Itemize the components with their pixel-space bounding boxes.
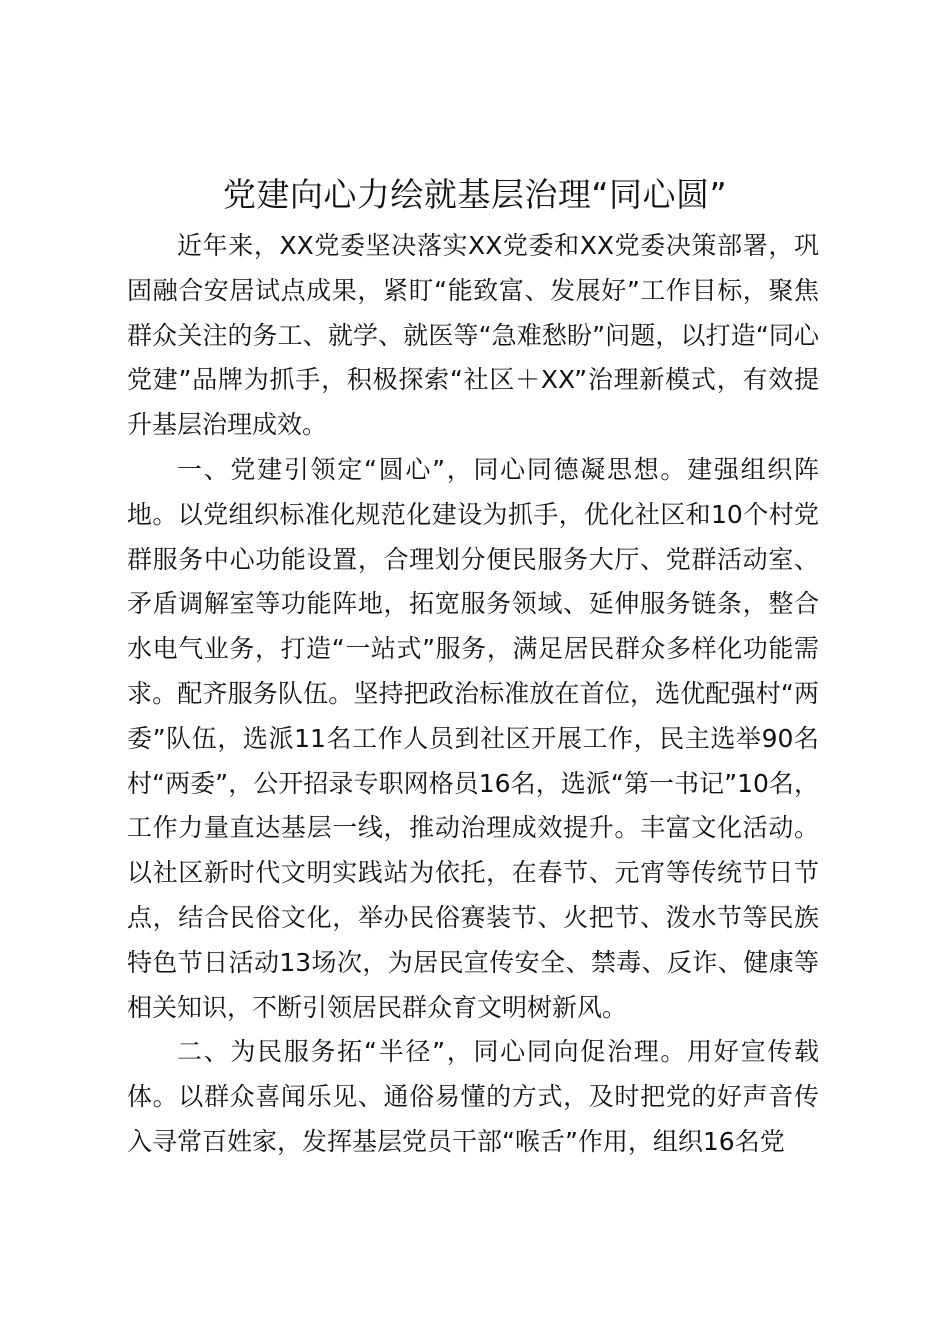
paragraph-section-one: 一、党建引领定“圆心”，同心同德凝思想。建强组织阵地。以党组织标准化规范化建设为抓手，优化社区和10个村党群服务中心功能设置，合理划分便民服务大厅、党群活动室、矛盾调解室等功能阵地，拓宽服务领域、延伸服务链条，整合水电气业务，打造“一站式”服务，满足居民群众多样化功能需求。配齐服务队伍。坚持把政治标准放在首位，选优配强村“两委”队伍，选派11名工作人员到社区开展工作，民主选举90名村“两委”，公开招录专职网格员16名，选派“第一书记”10名，工作力量直达基层一线，推动治理成效提升。丰富文化活动。以社区新时代文明实践站为依托，在春节、元宵等传统节日节点，结合民俗文化，举办民俗赛装节、火把节、泼水节等民族特色节日活动13场次，为居民宣传安全、禁毒、反诈、健康等相关知识，不断引领居民群众育文明树新风。 [127,454,819,1022]
paragraph-intro: 近年来，XX党委坚决落实XX党委和XX党委决策部署，巩固融合安居试点成果，紧盯“能致富、发展好”工作目标，聚焦群众关注的务工、就学、就医等“急难愁盼”问题，以打造“同心党建”品牌为抓手，积极探索“社区＋XX”治理新模式，有效提升基层治理成效。 [127,231,819,440]
document-title: 党建向心力绘就基层治理“同心圆” [222,175,728,214]
document-body [127,224,819,1165]
paragraph-section-two: 二、为民服务拓“半径”，同心同向促治理。用好宣传载体。以群众喜闻乐见、通俗易懂的方式，及时把党的好声音传入寻常百姓家，发挥基层党员干部“喉舌”作用，组织16名党 [127,1037,819,1156]
